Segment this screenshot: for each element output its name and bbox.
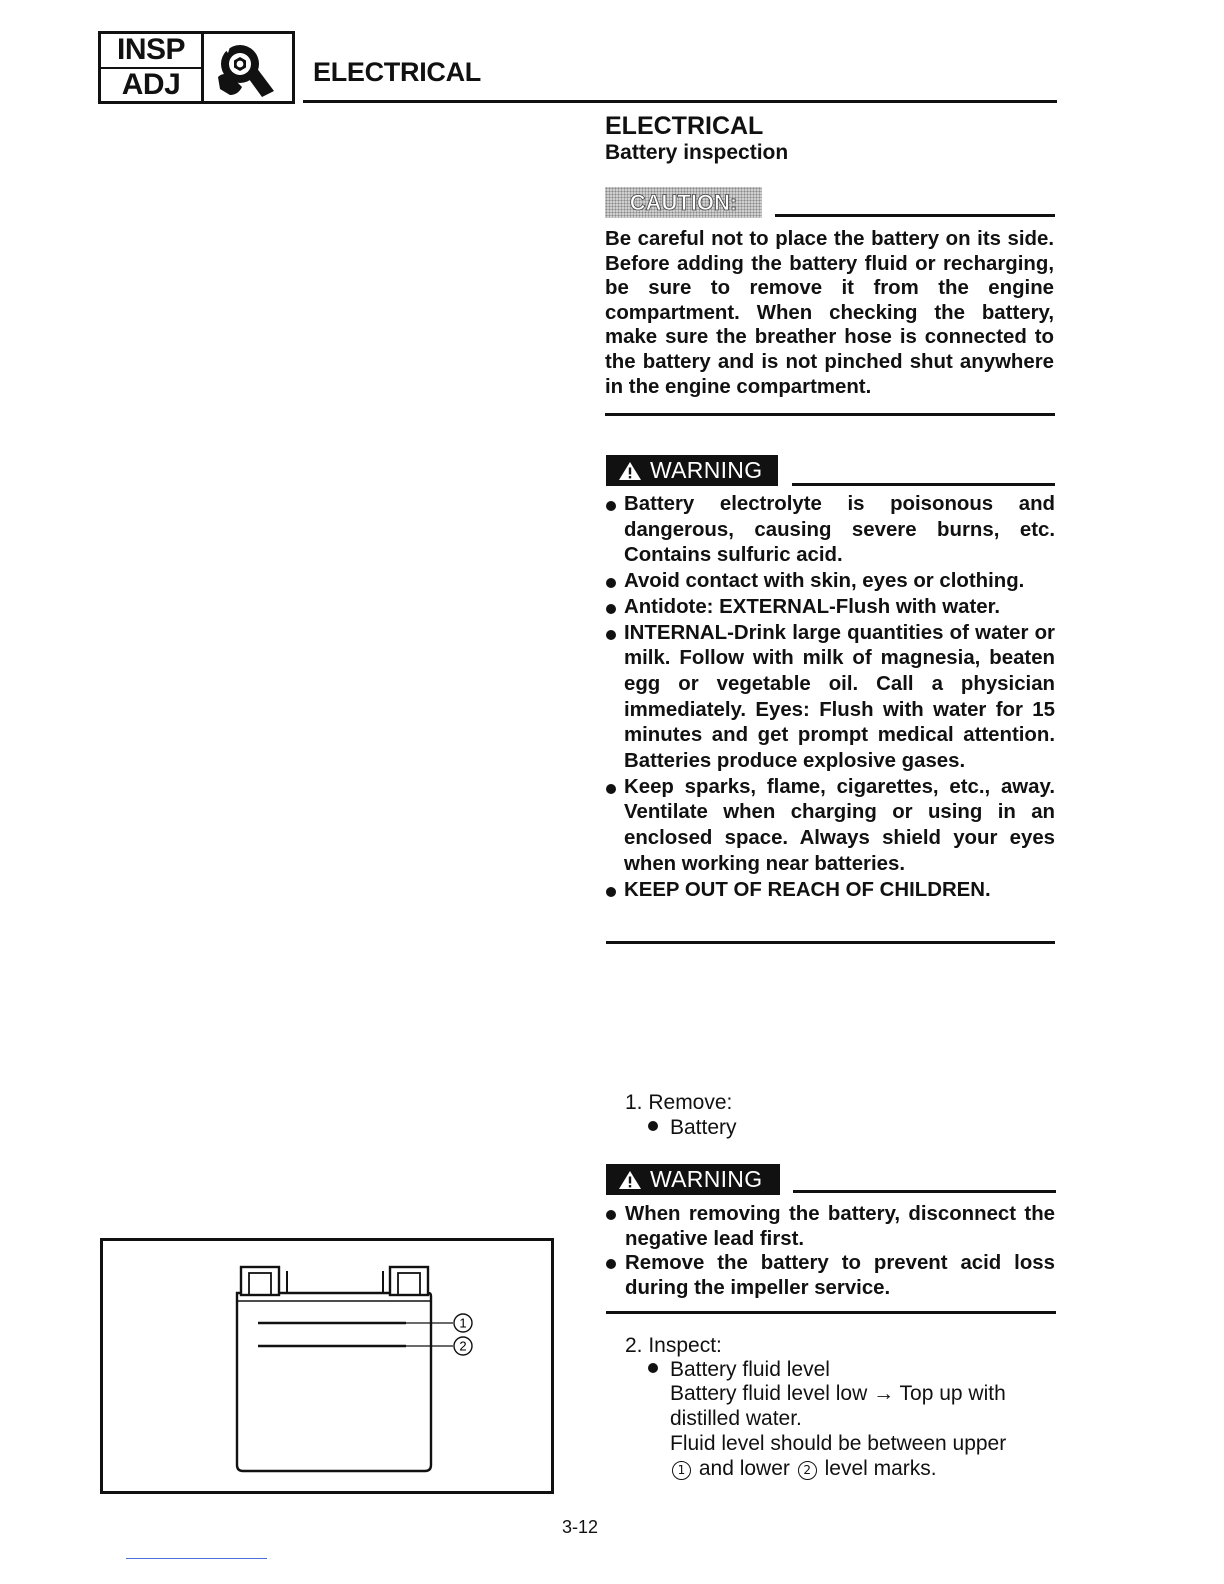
warning-triangle-icon <box>618 1170 642 1190</box>
header-rule <box>303 100 1057 103</box>
step-1-label: 1. Remove: <box>625 1091 733 1114</box>
footer-rule <box>126 1558 267 1559</box>
header-title: ELECTRICAL <box>313 57 481 87</box>
step-2-line-2c: level marks. <box>824 1457 937 1480</box>
step-2-line-2b: and lower <box>698 1457 790 1480</box>
warning-label-2-text: WARNING <box>650 1166 763 1192</box>
warning-1-item: Avoid contact with skin, eyes or clothing. <box>605 569 1055 595</box>
step-2-line-2 <box>670 1431 1060 1481</box>
battery-figure <box>100 1238 554 1494</box>
step-2-item-text: Battery fluid level <box>670 1358 830 1381</box>
warning-2-list <box>605 1202 1055 1300</box>
warning-label-1-text: WARNING <box>650 457 763 483</box>
caution-label-rule <box>775 214 1055 217</box>
warning-label-1-rule <box>792 483 1055 486</box>
warning-1-item: Keep sparks, flame, cigarettes, etc., away. Ventilate when charging or using in an enclosed space. Always shield your eyes when working near batteries. <box>605 775 1055 878</box>
caution-end-rule <box>605 413 1055 416</box>
step-2-item <box>648 1357 1058 1382</box>
warning-2-item: Remove the battery to prevent acid loss during the impeller service. <box>605 1251 1055 1300</box>
page-number: 3-12 <box>562 1517 599 1537</box>
mark-2-symbol: 2 <box>798 1461 817 1480</box>
warning-2-end-rule <box>606 1311 1056 1314</box>
warning-1-item: Battery electrolyte is poisonous and dangerous, causing severe burns, etc. Contains sulfuric acid. <box>605 492 1055 569</box>
warning-label-1 <box>606 455 778 486</box>
bullet-dot <box>648 1363 658 1373</box>
caution-text: Be careful not to place the battery on its side. Before adding the battery fluid or recharging, be sure to remove it from the engine compartment. When checking the battery, make sure the breather hose is connected to the battery and is not pinched shut anywhere in the engine compartment. <box>605 228 1054 398</box>
step-2-line-2a: Fluid level should be between upper <box>670 1432 1007 1455</box>
step-1-item-text: Battery <box>670 1116 737 1139</box>
warning-1-item: Antidote: EXTERNAL-Flush with water. <box>605 595 1055 621</box>
bullet-dot <box>648 1121 658 1131</box>
warning-1-item: INTERNAL-Drink large quantities of water or milk. Follow with milk of magnesia, beaten egg or vegetable oil. Call a physician immediately. Eyes: Flush with water for 15 minutes and get prompt medical attention. Batteries produce explosive gases. <box>605 621 1055 775</box>
warning-label-2 <box>606 1164 780 1195</box>
terminal-right <box>390 1267 428 1295</box>
step-1-item <box>648 1115 1058 1140</box>
warning-1-item: KEEP OUT OF REACH OF CHILDREN. <box>605 878 1055 904</box>
warning-label-2-rule <box>793 1190 1056 1193</box>
step-2-label: 2. Inspect: <box>625 1334 722 1357</box>
caution-label: CAUTION: <box>605 187 762 218</box>
warning-1-end-rule <box>606 941 1055 944</box>
section-title: ELECTRICAL <box>605 112 764 140</box>
callout-2: 2 <box>459 1338 467 1354</box>
step-2-line-1: Battery fluid level low → Top up with distilled water. <box>670 1382 1006 1430</box>
badge-text-block <box>101 34 204 101</box>
terminal-left <box>241 1267 279 1295</box>
warning-1-list <box>605 492 1055 903</box>
callout-1: 1 <box>459 1315 467 1331</box>
section-badge <box>98 31 295 104</box>
mark-1-symbol: 1 <box>672 1461 691 1480</box>
section-subtitle: Battery inspection <box>605 141 789 164</box>
battery-diagram <box>103 1241 551 1491</box>
badge-adj: ADJ <box>121 67 181 101</box>
battery-body <box>237 1293 431 1471</box>
warning-triangle-icon <box>618 461 642 481</box>
badge-insp: INSP <box>101 34 201 69</box>
warning-2-item: When removing the battery, disconnect the negative lead first. <box>605 1202 1055 1251</box>
wrench-nut-icon <box>204 34 292 101</box>
